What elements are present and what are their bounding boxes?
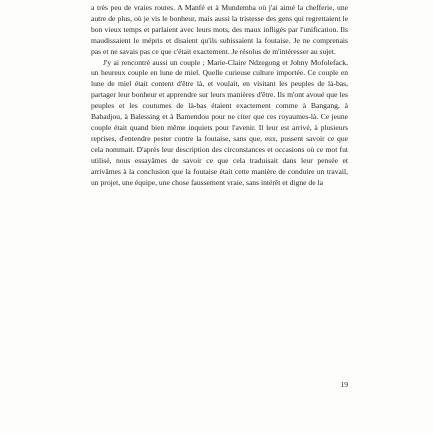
paragraph-1: a très peu de vraies routes. A Manfé et à Mundemba où j'ai aimé la chefferie, une autre de plus, où je vis le bonheur, mais aussi la tristesse des gens qui regrettaient le bon vieux temps et parlaient avec leurs mots, des maux infligés par l'unification. Ils maudissaient le mépris et disaient qu'ils subissaient la foutaise. Je ne comprenais pas et ne savais pas ce que c'était exactement. Je résolus de m'intéresser au sujet.: [91, 3, 348, 56]
page-number: 19: [340, 380, 348, 389]
body-text: [91, 3, 348, 188]
paragraph-2: J'y ai rencontré aussi un couple ; Marie-Claire Ndzegong et Johny Mofolefack, un heureux couple en lune de miel. Quelle curieuse culture importée. Ce couple en lune de miel était content d'être là, et voulait, en visitant les peuples de là-bas, partager leur bonheur et apprendre sur leurs manières d'être. Ils m'ont avoué que les peuples et les coutumes de là-bas étaient exactement comme à Bangang, à Babadjou, à Balessing et à Bamendou pour ne citer que ces royaumes-là. Ce jeune couple était quand bien même inquiets pour l'avenir. Il leur est arrivé, à plusieurs reprises, d'entendre pester contre la foutaise, sans que, eux, pussent savoir ce que cela nommait. D'après leur description des circonstances et occasions où ce mot fut utilisé, nous essayâmes de savoir ce que cela traduisait dans leur pensée et arrivâmes à la conclusion que la foutaise était cette manière de conduire un travail, un projet, une équipe, une chose faussement vraie, sans intérêt et digne de la: [91, 57, 348, 187]
